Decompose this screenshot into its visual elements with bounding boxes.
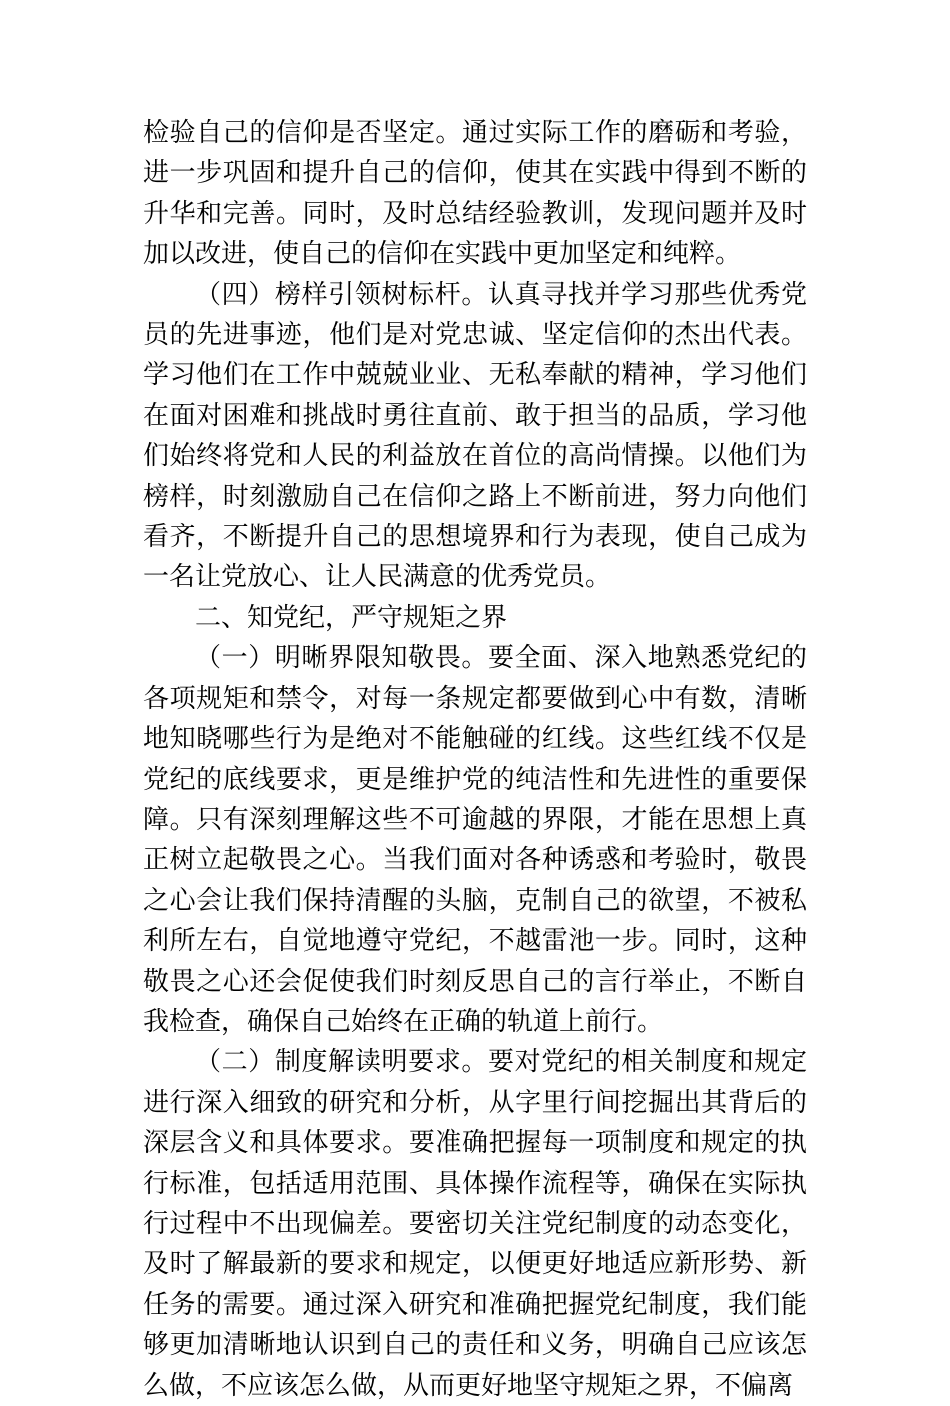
paragraph-boundaries: （一）明晰界限知敬畏。要全面、深入地熟悉党纪的各项规矩和禁令，对每一条规定都要做到心中有数，清晰地知晓哪些行为是绝对不能触碰的红线。这些红线不仅是党纪的底线要求，更是维护党的纯洁性和先进性的重要保障。只有深刻理解这些不可逾越的界限，才能在思想上真正树立起敬畏之心。当我们面对各种诱惑和考验时，敬畏之心会让我们保持清醒的头脑，克制自己的欲望，不被私利所左右，自觉地遵守党纪，不越雷池一步。同时，这种敬畏之心还会促使我们时刻反思自己的言行举止，不断自我检查，确保自己始终在正确的轨道上前行。: [143, 643, 807, 1037]
paragraph-role-models: （四）榜样引领树标杆。认真寻找并学习那些优秀党员的先进事迹，他们是对党忠诚、坚定信仰的杰出代表。学习他们在工作中兢兢业业、无私奉献的精神，学习他们在面对困难和挑战时勇往直前、敢于担当的品质，学习他们始终将党和人民的利益放在首位的高尚情操。以他们为榜样，时刻激励自己在信仰之路上不断前进，努力向他们看齐，不断提升自己的思想境界和行为表现，使自己成为一名让党放心、让人民满意的优秀党员。: [143, 279, 807, 593]
section-heading: 二、知党纪，严守规矩之界: [195, 602, 508, 633]
paragraph-regulations: （二）制度解读明要求。要对党纪的相关制度和规定进行深入细致的研究和分析，从字里行间挖掘出其背后的深层含义和具体要求。要准确把握每一项制度和规定的执行标准，包括适用范围、具体操作流程等，确保在实际执行过程中不出现偏差。要密切关注党纪制度的动态变化，及时了解最新的要求和规定，以便更好地适应新形势、新任务的需要。通过深入研究和准确把握党纪制度，我们能够更加清晰地认识到自己的责任和义务，明确自己应该怎么做，不应该怎么做，从而更好地坚守规矩之界，不偏离: [143, 1047, 807, 1401]
document-body: [143, 113, 807, 1406]
paragraph-continuation: 检验自己的信仰是否坚定。通过实际工作的磨砺和考验，进一步巩固和提升自己的信仰，使其在实践中得到不断的升华和完善。同时，及时总结经验教训，发现问题并及时加以改进，使自己的信仰在实践中更加坚定和纯粹。: [143, 118, 807, 270]
